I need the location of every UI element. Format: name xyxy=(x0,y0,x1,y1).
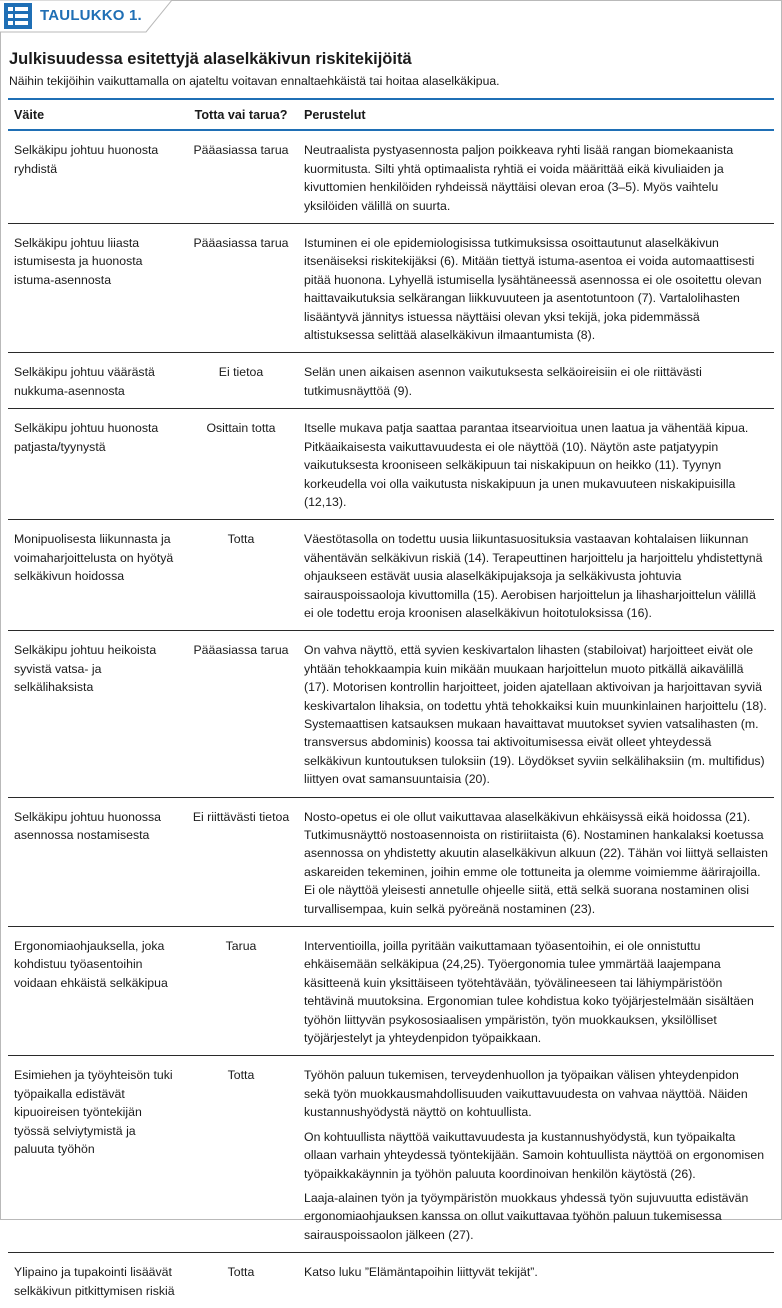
verdict-cell: Osittain totta xyxy=(184,409,298,520)
table-row xyxy=(8,797,774,926)
reason-paragraph: Interventioilla, joilla pyritään vaikuttamaan työasentoihin, ei ole onnistuttu ehkäisemään selkäkipua (24,25). Työergonomia tulee ymmärtää laajempana käsitteenä kuin yksittäiseen työtehtävään, työvälineeseen tai lähiympäristöön tehtävinä muutoksina. Ergonomian tulee kohdistua koko työjärjestelmään sisältäen työhön liittyvän psykososiaalisen ympäristön, työn muokkauksen, yksilölliset työjärjestelyt ja yhteydenpidon työpaikkaan. xyxy=(304,939,754,1046)
claim-cell: Selkäkipu johtuu huonosta patjasta/tyynystä xyxy=(8,409,184,520)
claim-cell: Selkäkipu johtuu liiasta istumisesta ja huonosta istuma-asennosta xyxy=(8,224,184,353)
table-row xyxy=(8,631,774,797)
risk-factor-table xyxy=(8,98,774,1308)
reasons-cell xyxy=(298,927,774,1056)
reasons-cell xyxy=(298,1253,774,1308)
reason-paragraph: Työhön paluun tukemisen, terveydenhuollon ja työpaikan välisen yhteydenpidon sekä työn muokkausmahdollisuuden vaikuttavuudesta on vahvaa näyttöä. Näiden kustannushyödystä näyttö on kohtuullista. xyxy=(304,1068,748,1120)
table-row xyxy=(8,130,774,223)
reasons-cell xyxy=(298,1056,774,1253)
reasons-cell xyxy=(298,631,774,797)
verdict-cell: Pääasiassa tarua xyxy=(184,631,298,797)
verdict-cell: Totta xyxy=(227,1265,255,1280)
table-row xyxy=(8,353,774,409)
verdict-cell: Totta xyxy=(184,1056,298,1253)
claim-cell: Selkäkipu johtuu heikoista syvistä vatsa- ja selkälihaksista xyxy=(8,631,184,797)
claim-cell: Ylipaino ja tupakointi lisäävät selkäkivun pitkittymisen riskiä xyxy=(14,1265,175,1298)
reasons-cell xyxy=(298,520,774,631)
reason-paragraph: Itselle mukava patja saattaa parantaa itsearvioitua unen laatua ja vähentää kipua. Pitkäaikaisesta vaikuttavuudesta ei ole näyttöä (10). Näytön aste patjatyypin vaikutuksesta krooniseen selkäkipuun tai niskakipuun on heikko (11). Tyynyn korkeudella voi olla vaikutusta niskakipuun ja unen mukavuuteen niskakipuisilla (12,13). xyxy=(304,421,749,509)
table-row xyxy=(8,224,774,353)
reasons-cell xyxy=(298,409,774,520)
verdict-cell: Pääasiassa tarua xyxy=(184,224,298,353)
reason-paragraph: On vahva näyttö, että syvien keskivartalon lihasten (stabiloivat) harjoitteet eivät ole yhtään tehokkaampia kuin mikään muukaan harjoittelun muoto pitkällä aikavälillä (17). Motorisen kontrollin harjoitteet, joiden ajatellaan aktivoivan ja harjoittavan syviä keskivartalon lihaksia, on todettu yhtä tehokkaiksi kuin muunkinlainen harjoittelu (18). Systemaattisen katsauksen mukaan havaittavat muutokset syvien vatsalihasten (m. transversus abdominis) koossa tai aktivoitumisessa eivät olleet yhteydessä selkäkivun kuntoutuksen tuloksiin (19). Löydökset syviin selkälihaksiin (m. multifidus) liittyen ovat samansuuntaisia (20). xyxy=(304,643,767,787)
table-tab-header xyxy=(0,0,172,32)
reason-paragraph: Laaja-alainen työn ja työympäristön muokkaus yhdessä työn sujuvuutta edistävän ergonomiaohjauksen kanssa on ollut vaikuttavaa työhön paluun tukemisessa sairauspoissaolon jälkeen (27). xyxy=(304,1190,749,1242)
reasons-cell xyxy=(298,797,774,926)
reasons-cell xyxy=(298,353,774,409)
reason-paragraph: Neutraalista pystyasennosta paljon poikkeava ryhti lisää rangan biomekaanista kuormitusta. Silti yhtä optimaalista ryhtiä ei voida määrittää eikä kivuliaiden ja kivuttomien henkilöiden ryhdeissä näyttäisi olevan eroa (3–5). Myös vaihtelu yksilöiden välillä on suurta. xyxy=(304,143,734,213)
table-row xyxy=(8,409,774,520)
table-header-row xyxy=(8,99,774,130)
table-row xyxy=(8,1056,774,1253)
table-subtitle: Näihin tekijöihin vaikuttamalla on ajateltu voitavan ennaltaehkäistä tai hoitaa alaselkäkipua. xyxy=(9,74,500,88)
claim-cell: Ergonomiaohjauksella, joka kohdistuu työasentoihin voidaan ehkäistä selkäkipua xyxy=(8,927,184,1056)
reason-paragraph: Selän unen aikaisen asennon vaikutuksesta selkäoireisiin ei ole riittävästi tutkimusnäyttöä (9). xyxy=(304,365,702,398)
table-row xyxy=(8,520,774,631)
table-label: TAULUKKO 1. xyxy=(40,7,142,24)
reason-paragraph: On kohtuullista näyttöä vaikuttavuudesta ja kustannushyödystä, kun työpaikalta ollaan varhain yhteydessä työntekijään. Samoin kohtuullista näyttöä on ergonomisen työpaikkakäynnin ja työhön paluuta koordinoivan henkilön käytöstä (26). xyxy=(304,1129,765,1181)
table-row xyxy=(8,1253,774,1308)
table-row xyxy=(8,927,774,1056)
verdict-cell: Ei tietoa xyxy=(184,353,298,409)
claim-cell: Selkäkipu johtuu väärästä nukkuma-asennosta xyxy=(8,353,184,409)
table-icon xyxy=(4,3,32,29)
column-header-reasons: Perustelut xyxy=(298,99,774,130)
column-header-claim: Väite xyxy=(8,99,184,130)
table-body xyxy=(8,130,774,1308)
reasons-cell xyxy=(298,224,774,353)
claim-cell: Esimiehen ja työyhteisön tuki työpaikalla edistävät kipuoireisen työntekijän työssä selviytymistä ja paluuta työhön xyxy=(8,1056,184,1253)
verdict-cell: Ei riittävästi tietoa xyxy=(184,797,298,926)
verdict-cell: Pääasiassa tarua xyxy=(184,130,298,223)
verdict-cell: Tarua xyxy=(184,927,298,1056)
column-header-verdict: Totta vai tarua? xyxy=(184,99,298,130)
reasons-cell xyxy=(298,130,774,223)
claim-cell: Monipuolisesta liikunnasta ja voimaharjoittelusta on hyötyä selkäkivun hoidossa xyxy=(8,520,184,631)
reason-paragraph: Istuminen ei ole epidemiologisissa tutkimuksissa osoittautunut alaselkäkivun itsenäiseksi riskitekijäksi (6). Mitään tiettyä istuma-asentoa ei voida automaattisesti pitää huonona. Lyhyellä istumisella lysähtäneessä asennossa ei ole osoitettu olevan haittavaikutuksia selkärangan liikkuvuuteen ja asentotuntoon (7). Vartalolihasten lisääntyvä jännitys istuessa näyttäisi olevan yksi tekijä, joka pidemmässä altistuksessa selittää alaselkäkivun ilmaantumista (8). xyxy=(304,236,762,343)
reason-paragraph: Nosto-opetus ei ole ollut vaikuttavaa alaselkäkivun ehkäisyssä eikä hoidossa (21). Tutkimusnäyttö nostoasennoista on ristiriitaista (6). Nostaminen hankalaksi koetussa asennossa on yhdistetty akuutin alaselkäkivun alkuun (22). Tähän voi liittyä sellaisten askareiden tekeminen, joihin emme ole tottuneita ja olemme voimiemme äärirajoilla. Ei ole näyttöä yleisesti annetulle ohjeelle siitä, että selkä suorana nostaminen olisi turvallisempaa, kuin selkä pyöreänä nostaminen (23). xyxy=(304,809,768,916)
verdict-cell: Totta xyxy=(184,520,298,631)
claim-cell: Selkäkipu johtuu huonossa asennossa nostamisesta xyxy=(8,797,184,926)
reason-paragraph: Väestötasolla on todettu uusia liikuntasuosituksia vastaavan kohtalaisen liikunnan vähentävän selkäkivun riskiä (14). Terapeuttinen harjoittelu ja harjoittelu yhdistettynä ohjaukseen estävät uusia alaselkäkipujaksoja ja selkäkivusta johtuvia sairauspoissaoloja kivuttomilla (15). Aerobisen harjoittelun ja lihasharjoittelun välillä ei ole todettu eroja kroonisen alaselkäkivun hoitotuloksissa (16). xyxy=(304,532,763,620)
reason-paragraph: Katso luku ”Elämäntapoihin liittyvät tekijät”. xyxy=(304,1265,538,1280)
claim-cell: Selkäkipu johtuu huonosta ryhdistä xyxy=(8,130,184,223)
table-title: Julkisuudessa esitettyjä alaselkäkivun riskitekijöitä xyxy=(9,50,412,68)
